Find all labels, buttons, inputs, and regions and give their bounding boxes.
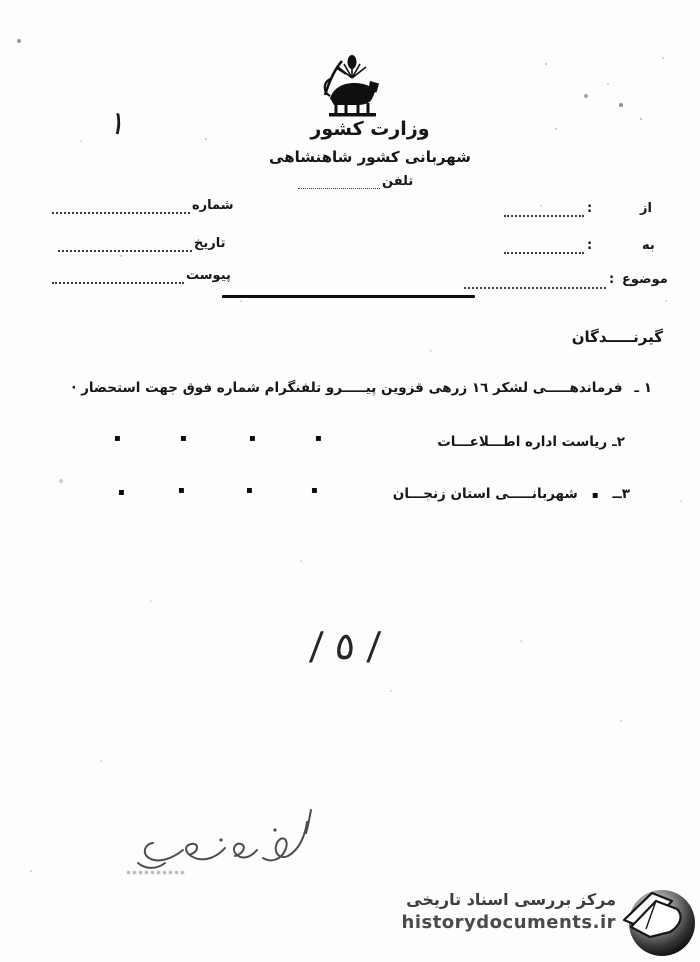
ditto-mark: ▪ bbox=[114, 433, 121, 444]
field-to-fill-line bbox=[504, 252, 584, 254]
organization-title: شهربانی کشور شاهنشاهی bbox=[269, 148, 471, 166]
field-from-fill-line bbox=[504, 215, 584, 217]
ditto-mark: ▪ bbox=[180, 433, 187, 444]
watermark-logo-icon bbox=[622, 882, 698, 960]
field-date-fill-line bbox=[58, 250, 192, 252]
ditto-mark: ▪ bbox=[249, 433, 256, 444]
field-from-label: از bbox=[640, 201, 652, 216]
recipient-line-3 bbox=[393, 486, 630, 502]
lion-and-sun-emblem-icon bbox=[318, 54, 386, 122]
recipient-3-number: ٣ــ bbox=[612, 486, 630, 502]
ditto-mark: ▪ bbox=[591, 490, 599, 501]
field-number-label: شماره bbox=[192, 198, 234, 213]
field-attachment-fill-line bbox=[52, 282, 184, 284]
field-subject-colon: : bbox=[609, 272, 615, 287]
handwritten-mark-one: ١ bbox=[106, 102, 131, 144]
field-date-label: تاریخ bbox=[194, 236, 226, 251]
recipient-2-text: ریاست اداره اطـــلاعـــات bbox=[437, 434, 608, 450]
recipient-1-text: فرماندهـــــی لشکر ١٦ زرهی قزوین پیـــــرو تلفنگرام شماره فوق جهت استحضار · bbox=[71, 380, 623, 396]
field-from-colon: : bbox=[587, 201, 593, 216]
ink-smudge bbox=[127, 871, 185, 874]
phone-label: تلفن bbox=[382, 174, 414, 189]
ditto-mark: ▪ bbox=[178, 485, 185, 496]
phone-fill-line bbox=[298, 188, 380, 189]
ditto-mark: ▪ bbox=[315, 433, 322, 444]
ditto-mark: ▪ bbox=[246, 485, 253, 496]
field-number-fill-line bbox=[52, 212, 190, 214]
ditto-mark: ▪ bbox=[118, 487, 125, 498]
recipient-1-number: ١ ـ bbox=[634, 380, 652, 396]
subject-continuation-line bbox=[222, 295, 475, 298]
scan-noise bbox=[0, 0, 2, 2]
recipient-2-number: ٢ـ bbox=[612, 434, 625, 450]
field-attachment-label: پیوست bbox=[186, 268, 231, 283]
field-to-colon: : bbox=[587, 238, 593, 253]
recipient-3-text: شهربانـــــی استان زنجـــان bbox=[392, 486, 578, 502]
watermark-org-name: مرکز بررسی اسناد تاریخی bbox=[406, 890, 616, 909]
field-subject-label: موضوع bbox=[622, 272, 668, 287]
recipients-heading: گیرنـــــدگان bbox=[571, 328, 663, 346]
recipient-line-2 bbox=[437, 434, 625, 450]
watermark-website: historydocuments.ir bbox=[401, 912, 616, 933]
ditto-mark: ▪ bbox=[311, 485, 318, 496]
recipient-line-1 bbox=[71, 380, 652, 396]
field-subject-fill-line bbox=[464, 287, 606, 289]
field-to-label: به bbox=[642, 238, 655, 253]
ministry-title: وزارت کشور bbox=[310, 118, 430, 140]
handwritten-number: / ٥ / bbox=[308, 624, 382, 668]
